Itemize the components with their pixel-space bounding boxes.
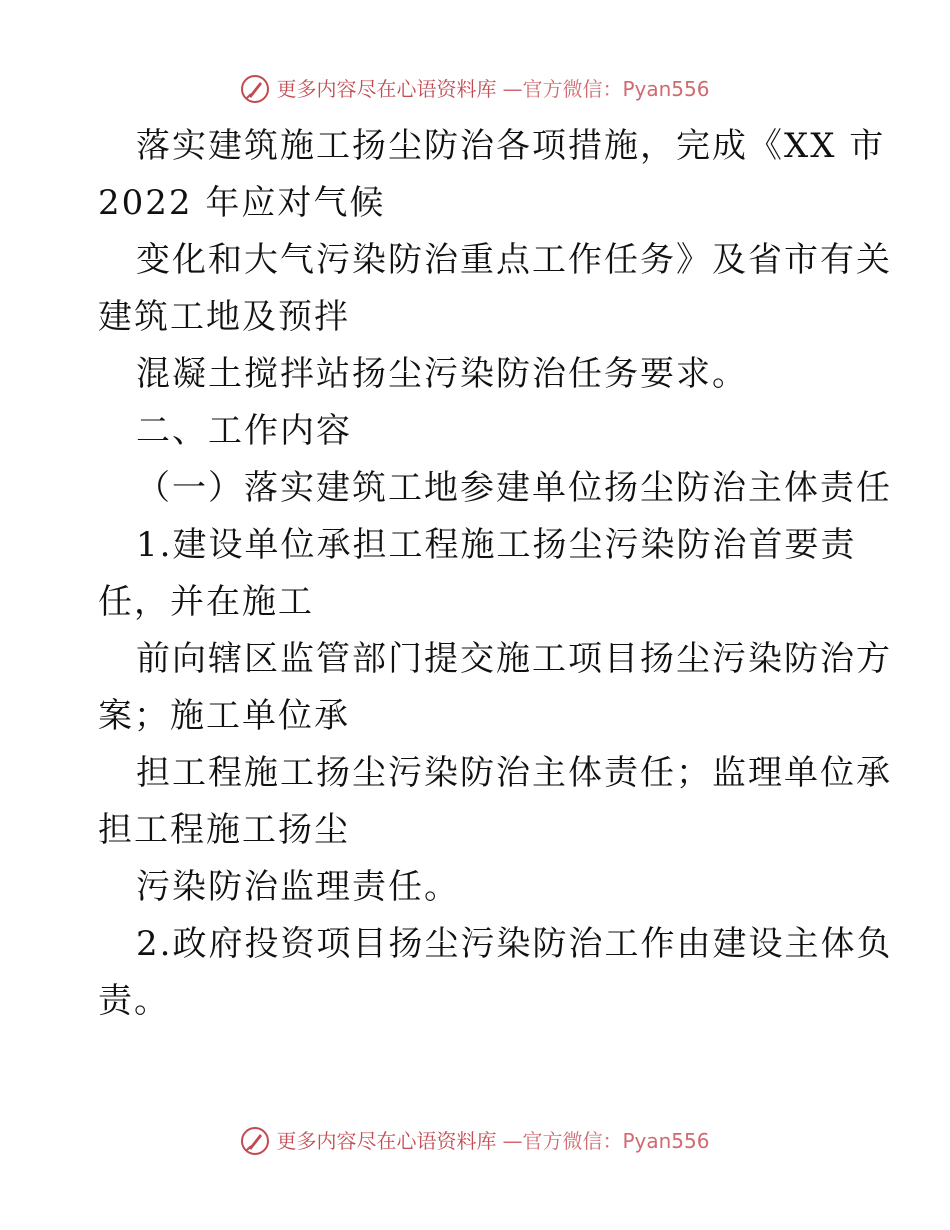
section-heading: 二、工作内容 [136, 411, 352, 451]
body-line: 污染防治监理责任。 [136, 867, 460, 907]
body-line: 落实建筑施工扬尘防治各项措施，完成《XX 市 [136, 126, 886, 166]
feather-pen-logo-icon [240, 74, 270, 104]
body-line: 建筑工地及预拌 [98, 297, 350, 337]
document-body [98, 118, 893, 1030]
body-line: 担工程施工扬尘污染防治主体责任；监理单位承 [136, 753, 892, 793]
header-watermark [0, 74, 950, 104]
body-line: 前向辖区监管部门提交施工项目扬尘污染防治方 [136, 639, 892, 679]
body-line: 2.政府投资项目扬尘污染防治工作由建设主体负 [136, 924, 893, 964]
body-line: 变化和大气污染防治重点工作任务》及省市有关 [136, 240, 892, 280]
body-line: 2022 年应对气候 [98, 183, 386, 223]
feather-pen-logo-icon [240, 1126, 270, 1156]
body-line: 任，并在施工 [98, 582, 314, 622]
watermark-contact: —官方微信：Pyan556 [502, 77, 710, 101]
footer-watermark [0, 1126, 950, 1156]
subsection-heading: （一）落实建筑工地参建单位扬尘防治主体责任 [136, 468, 892, 508]
body-line: 责。 [98, 981, 170, 1021]
watermark-site-name: 更多内容尽在心语资料库 [276, 1129, 497, 1153]
body-line: 案；施工单位承 [98, 696, 350, 736]
body-line: 1.建设单位承担工程施工扬尘污染防治首要责 [136, 525, 857, 565]
body-line: 混凝土搅拌站扬尘污染防治任务要求。 [136, 354, 748, 394]
body-line: 担工程施工扬尘 [98, 810, 350, 850]
watermark-contact: —官方微信：Pyan556 [502, 1129, 710, 1153]
watermark-site-name: 更多内容尽在心语资料库 [276, 77, 497, 101]
